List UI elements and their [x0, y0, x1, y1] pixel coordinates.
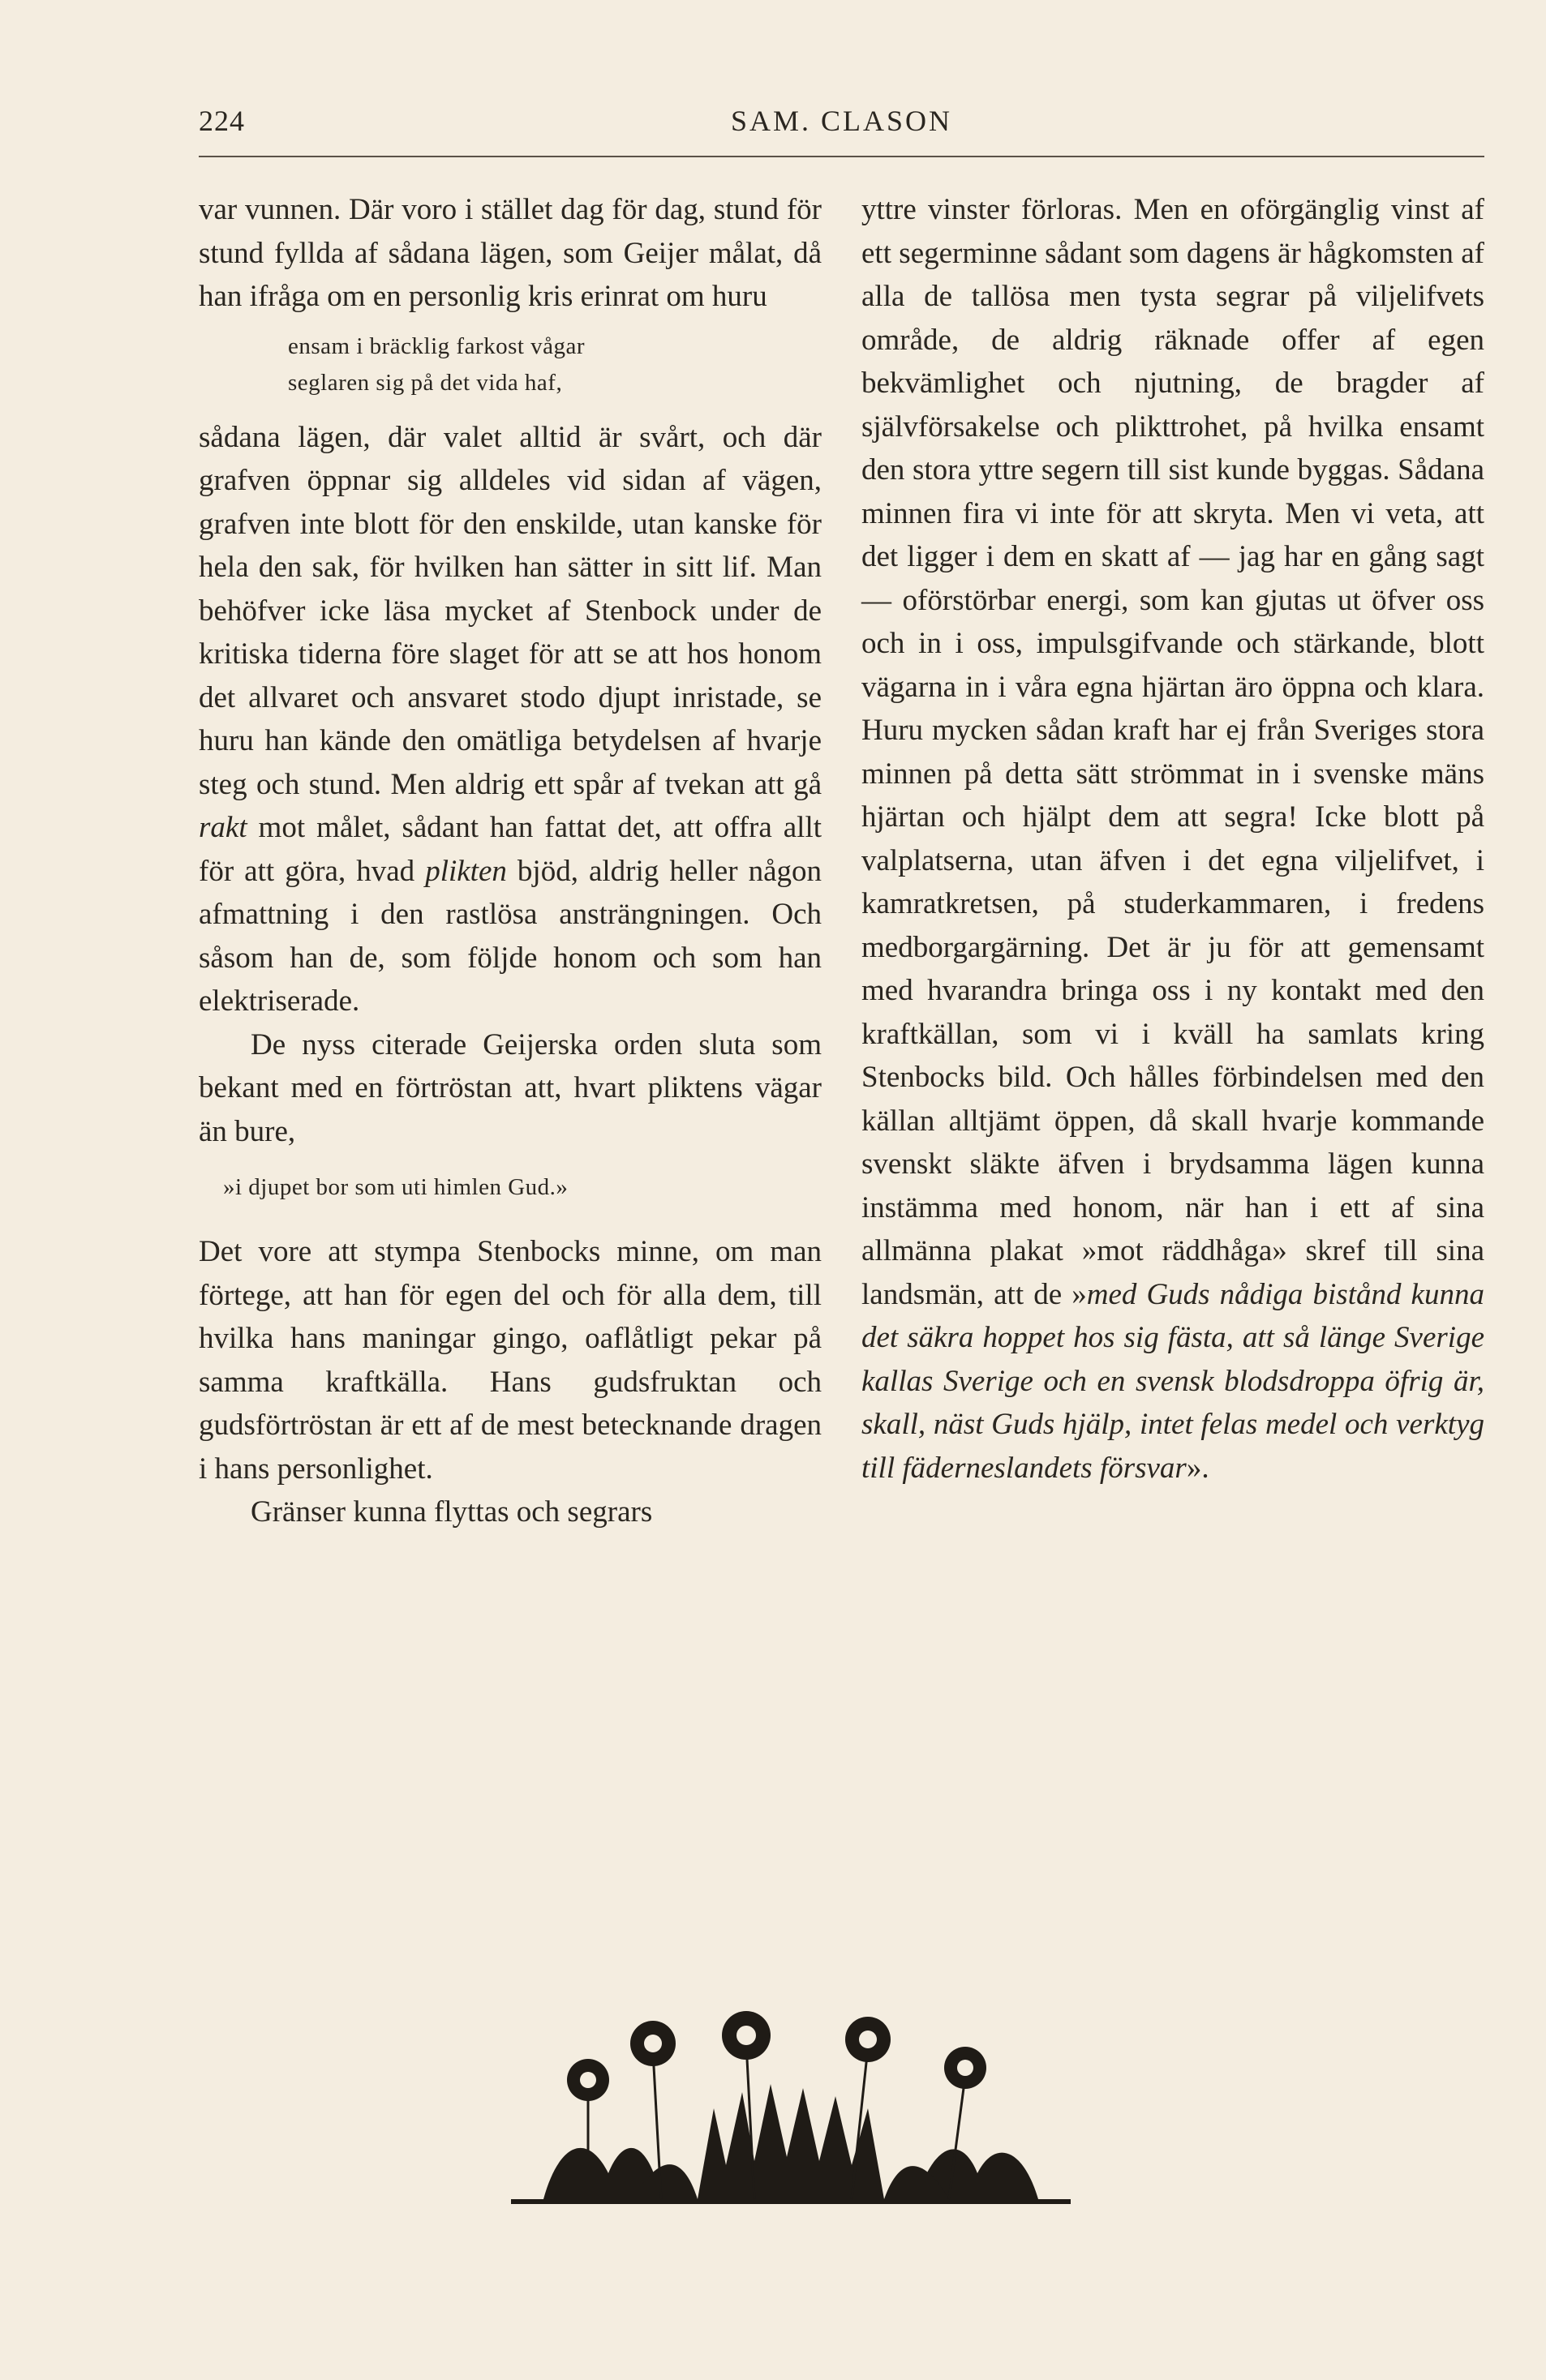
- paragraph: [199, 416, 822, 1023]
- text-run: ».: [1186, 1451, 1209, 1485]
- text-run: sådana lägen, där valet alltid är svårt, och där grafven öppnar sig alldeles vid sidan af vägen, grafven inte blott för den enskilde, utan kanske för hela den sak, för hvilken han sätter in sitt lif. Man behöfver icke läsa mycket af Stenbock under de kritiska tiderna före slaget för att se att hos honom det allvaret och ansvaret stodo djupt inristade, se huru han kände den omätliga betydelsen af hvarje steg och stund. Men aldrig ett spår af tvekan att gå: [199, 420, 822, 801]
- paragraph: Det vore att stympa Stenbocks minne, om man förtege, att han för egen del och för alla dem, till hvilka hans maningar gingo, oaflåtligt pekar på samma kraftkälla. Hans gudsfruktan och gudsförtröstan är ett af de mest betecknande dragen i hans personlighet.: [199, 1235, 822, 1486]
- paragraph: De nyss citerade Geijerska orden sluta som bekant med en förtröstan att, hvart pliktens vägar än bure,: [199, 1027, 822, 1148]
- verse-line: seglaren sig på det vida haf,: [288, 369, 563, 396]
- left-column: [199, 188, 822, 1534]
- text-run: yttre vinster förloras. Men en oförgänglig vinst af ett segerminne sådant som dagens är hågkomsten af alla de tallösa men tysta segrar på viljelifvets område, de aldrig räknade offer af egen bekvämlighet och njutning, de bragder af självförsakelse och plikttrohet, på hvilka ensamt den stora yttre segern till sist kunde byggas. Sådana minnen fira vi inte för att skryta. Men vi veta, att det ligger i dem en skatt af — jag har en gång sagt — oförstörbar energi, som kan gjutas ut öfver oss och in i oss, impulsgifvande och stärkande, blott vägarna in i våra egna hjärtan äro öppna och klara. Huru mycken sådan kraft har ej från Sveriges stora minnen på detta sätt strömmat in i svenske mäns hjärtan och hjälpt dem att segra! Icke blott på valplatserna, utan äfven i det egna viljelifvet, i kamratkretsen, på studerkammaren, i fredens medborgargärning. Det är ju för att gemensamt med hvarandra bringa oss i ny kontakt med den kraftkällan, som vi i kväll ha samlats kring Stenbocks bild. Och hålles förbindelsen med den källan alltjämt öppen, då skall hvarje kommande svenskt släkte äfven i brydsamma lägen kunna instämma med honom, när han i ett af sina allmänna plakat »mot räddhåga» skref till sina landsmän, att de »: [861, 193, 1484, 1311]
- dandelion-ornament-icon: [511, 2011, 1071, 2210]
- text-run: bjöd, aldrig heller någon afmattning i den rastlösa ansträngningen. Och såsom han de, som följde honom och som han elektriserade.: [199, 854, 822, 1018]
- verse-quote: [199, 328, 822, 401]
- paragraph: [861, 188, 1484, 1490]
- running-title: SAM. CLASON: [730, 105, 953, 137]
- paragraph: Gränser kunna flyttas och segrars: [251, 1495, 653, 1529]
- italic-word: rakt: [199, 811, 247, 844]
- text-run: mot målet, sådant han fattat det, att offra allt för att göra, hvad: [199, 811, 822, 888]
- page-number: 224: [199, 105, 245, 137]
- header-rule: [199, 156, 1484, 157]
- paragraph: var vunnen. Där voro i stället dag för dag, stund för stund fyllda af sådana lägen, som Geijer målat, då han ifråga om en personlig kris erinrat om huru: [199, 193, 822, 313]
- italic-word: plikten: [425, 854, 507, 888]
- verse-line: ensam i bräcklig farkost vågar: [288, 332, 586, 359]
- page-header: [199, 104, 1484, 152]
- right-column: [861, 188, 1484, 1490]
- verse-quote: »i djupet bor som uti himlen Gud.»: [223, 1174, 569, 1200]
- italic-quote: med Guds nådiga bistånd kunna det säkra hoppet hos sig fästa, att så länge Sverige kallas Sverige och en svensk blodsdroppa öfrig är, skall, näst Guds hjälp, intet felas medel och verktyg till fäderneslandets försvar: [861, 1277, 1484, 1485]
